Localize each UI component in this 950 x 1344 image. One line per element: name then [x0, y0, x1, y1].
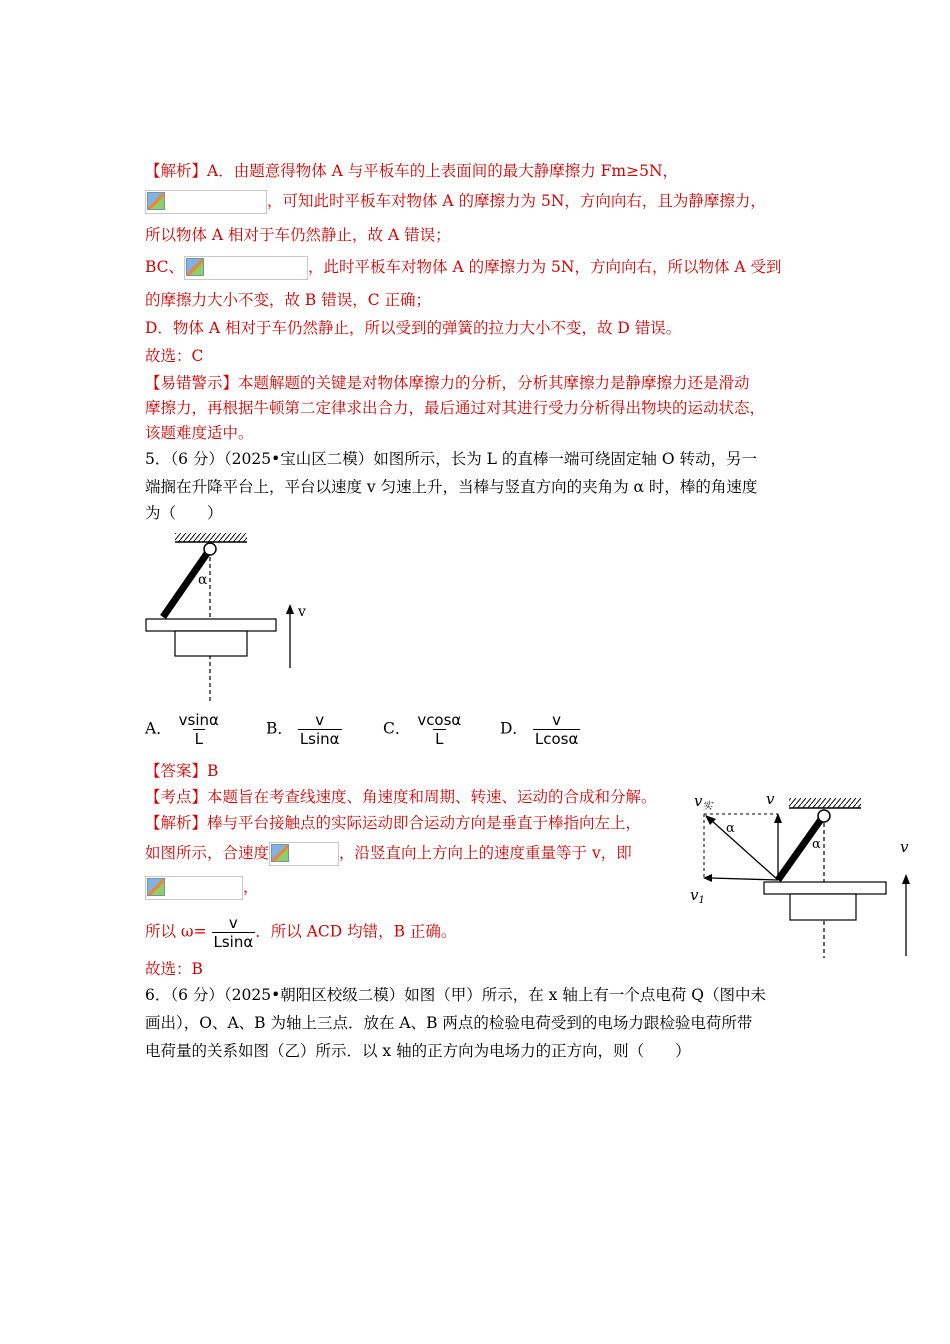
- analysis-line-2: ，可知此时平板车对物体 A 的摩擦力为 5N，方向向右，且为静摩擦力，: [145, 190, 766, 214]
- velocity-arrowhead: [286, 604, 294, 614]
- broken-image-icon: [147, 192, 165, 210]
- option-b: B． $\frac{v}{Lsin\alpha}$: [266, 711, 340, 748]
- formula-image-placeholder: [269, 842, 339, 866]
- ceiling-hatch: [175, 533, 247, 542]
- analysis-line-6: D．物体 A 相对于车仍然静止，所以受到的弹簧的拉力大小不变，故 D 错误。: [145, 319, 682, 337]
- analysis-line-3: 所以物体 A 相对于车仍然静止，故 A 错误；: [145, 226, 451, 244]
- q6-line-2: 画出），O、A、B 为轴上三点．放在 A、B 两点的检验电荷受到的电场力跟检验电荷所带: [145, 1014, 753, 1032]
- platform-top: [146, 619, 276, 631]
- q6-line-1: 6．（6 分）（2025•朝阳区校级二模）如图（甲）所示，在 x 轴上有一个点电荷 Q（图中未: [145, 986, 766, 1004]
- v-real-arrow: [711, 820, 778, 880]
- q5-line-2: 端搁在升降平台上，平台以速度 v 匀速上升，当棒与竖直方向的夹角为 α 时，棒的角速度: [145, 478, 758, 496]
- q5-exp-line-2: 如图所示，合速度 ，沿竖直向上方向上的速度重量等于 v，即: [145, 842, 632, 866]
- q6-line-3: 电荷量的关系如图（乙）所示．以 x 轴的正方向为电场力的正方向，则（ ）: [145, 1042, 691, 1060]
- v1-arrow: [710, 878, 778, 880]
- platform-base: [175, 631, 247, 656]
- rod-platform-figure: [140, 528, 320, 704]
- broken-image-icon: [186, 258, 204, 276]
- option-d: D． $\frac{v}{Lcos\alpha}$: [500, 711, 579, 748]
- q5-exp-line-3: ，: [145, 876, 259, 900]
- analysis-choose: 故选：C: [145, 347, 204, 365]
- formula-image-placeholder: [145, 876, 243, 900]
- option-a: A． $\frac{vsin\alpha}{L}$: [145, 711, 219, 748]
- pivot-o: [818, 810, 830, 822]
- q5-exp-line-4: 所以 ω= $\frac{v}{Lsin\alpha}$ ．所以 ACD 均错，B 正确。: [145, 914, 457, 951]
- v-up-label: v: [766, 790, 775, 808]
- v-component-arrowhead: [774, 813, 782, 823]
- warning-line-3: 该题难度适中。: [145, 424, 254, 442]
- option-c: C． $\frac{vcos\alpha}{L}$: [383, 711, 462, 748]
- velocity-decomposition-figure: [686, 786, 912, 962]
- analysis-line-4: BC、 ，此时平板车对物体 A 的摩擦力为 5N，方向向右，所以物体 A 受到: [145, 256, 782, 280]
- q5-choose: 故选：B: [145, 960, 203, 978]
- platform-top: [764, 882, 886, 894]
- v-right-arrowhead: [902, 874, 910, 884]
- v-real-label: $v_实$: [694, 792, 713, 812]
- q5-answer: 【答案】B: [145, 762, 219, 780]
- ceiling-hatch: [789, 798, 861, 808]
- v1-label: $v_1$: [690, 886, 705, 906]
- q5-point: 【考点】本题旨在考查线速度、角速度和周期、转速、运动的合成和分解。: [145, 788, 657, 806]
- q5-exp-line-1: 【解析】棒与平台接触点的实际运动即合运动方向是垂直于棒指向左上，: [145, 814, 642, 832]
- analysis-line-1: 【解析】A．由题意得物体 A 与平板车的上表面间的最大静摩擦力 Fm≥5N，: [145, 162, 679, 180]
- v-right-label: v: [900, 838, 909, 856]
- q5-line-1: 5．（6 分）（2025•宝山区二模）如图所示，长为 L 的直棒一端可绕固定轴 O 转动，另一: [145, 450, 757, 468]
- pivot-o: [204, 543, 216, 555]
- warning-line-1: 【易错警示】本题解题的关键是对物体摩擦力的分析，分析其摩擦力是静摩擦力还是滑动: [145, 374, 750, 392]
- q5-line-3: 为（ ）: [145, 504, 223, 522]
- alpha-label: α: [198, 572, 208, 588]
- alpha-label-right: α: [812, 837, 821, 852]
- formula-image-placeholder: [145, 190, 267, 214]
- analysis-line-5: 的摩擦力大小不变，故 B 错误，C 正确；: [145, 291, 432, 309]
- warning-line-2: 摩擦力，再根据牛顿第二定律求出合力，最后通过对其进行受力分析得出物块的运动状态，: [145, 399, 766, 417]
- broken-image-icon: [271, 844, 289, 862]
- platform-base: [790, 894, 856, 920]
- broken-image-icon: [147, 878, 165, 896]
- formula-image-placeholder: [184, 256, 308, 280]
- alpha-label-left: α: [726, 821, 735, 836]
- velocity-label: v: [298, 604, 306, 620]
